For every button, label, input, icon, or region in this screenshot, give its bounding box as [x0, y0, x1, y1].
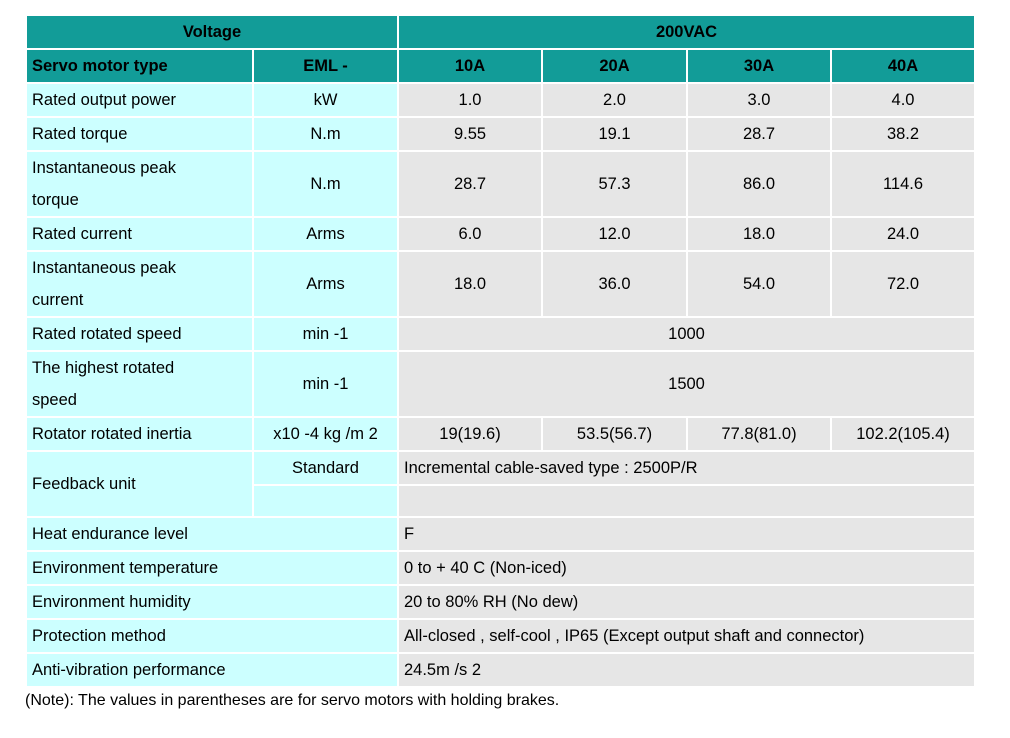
model-prefix: EML -	[253, 49, 398, 83]
row-unit: kW	[253, 83, 398, 117]
model-20a: 20A	[542, 49, 687, 83]
row-label: Environment humidity	[26, 585, 398, 619]
value-cell: 3.0	[687, 83, 831, 117]
value-cell: 0 to + 40 C (Non-iced)	[398, 551, 975, 585]
row-label-line1: Instantaneous peak	[32, 259, 177, 277]
model-40a: 40A	[831, 49, 975, 83]
servo-spec-table	[25, 14, 976, 688]
empty-value-cell	[398, 485, 975, 517]
row-unit: min -1	[253, 317, 398, 351]
value-cell: 4.0	[831, 83, 975, 117]
row-label	[26, 351, 253, 417]
row-label-line1: The highest rotated	[32, 359, 175, 377]
value-cell: 24.0	[831, 217, 975, 251]
value-cell: 24.5m /s 2	[398, 653, 975, 687]
row-label: Heat endurance level	[26, 517, 398, 551]
row-label: Rotator rotated inertia	[26, 417, 253, 451]
value-cell: 6.0	[398, 217, 542, 251]
row-unit: min -1	[253, 351, 398, 417]
value-cell: Incremental cable-saved type : 2500P/R	[398, 451, 975, 485]
row-label: Rated current	[26, 217, 253, 251]
row-label: Feedback unit	[26, 451, 253, 517]
value-cell: 1000	[398, 317, 975, 351]
row-label: Rated output power	[26, 83, 253, 117]
rated-output-power-row	[26, 83, 975, 117]
row-label: Rated rotated speed	[26, 317, 253, 351]
footnote: (Note): The values in parentheses are for servo motors with holding brakes.	[25, 692, 560, 709]
value-cell: 53.5(56.7)	[542, 417, 687, 451]
row-label-line2: current	[32, 291, 84, 309]
value-cell: 1500	[398, 351, 975, 417]
row-label-line2: torque	[32, 191, 79, 209]
value-cell: 18.0	[687, 217, 831, 251]
rated-speed-row	[26, 317, 975, 351]
env-humidity-row	[26, 585, 975, 619]
row-unit: Standard	[253, 451, 398, 485]
value-cell: 18.0	[398, 251, 542, 317]
row-unit: x10 -4 kg /m 2	[253, 417, 398, 451]
motor-type-label: Servo motor type	[26, 49, 253, 83]
row-label-line2: speed	[32, 391, 77, 409]
highest-speed-row	[26, 351, 975, 417]
voltage-label: Voltage	[26, 15, 398, 49]
row-label: Environment temperature	[26, 551, 398, 585]
voltage-value: 200VAC	[398, 15, 975, 49]
value-cell: 77.8(81.0)	[687, 417, 831, 451]
rated-current-row	[26, 217, 975, 251]
value-cell: 36.0	[542, 251, 687, 317]
empty-unit-cell	[253, 485, 398, 517]
value-cell: 19(19.6)	[398, 417, 542, 451]
model-10a: 10A	[398, 49, 542, 83]
row-label: Rated torque	[26, 117, 253, 151]
row-unit: Arms	[253, 251, 398, 317]
value-cell: 28.7	[687, 117, 831, 151]
anti-vibration-row	[26, 653, 975, 687]
row-label-line1: Instantaneous peak	[32, 159, 177, 177]
row-label	[26, 251, 253, 317]
motor-type-row	[26, 49, 975, 83]
row-label: Anti-vibration performance	[26, 653, 398, 687]
value-cell: 9.55	[398, 117, 542, 151]
voltage-row	[26, 15, 975, 49]
value-cell: 20 to 80% RH (No dew)	[398, 585, 975, 619]
model-30a: 30A	[687, 49, 831, 83]
value-cell: 19.1	[542, 117, 687, 151]
peak-current-row	[26, 251, 975, 317]
value-cell: 57.3	[542, 151, 687, 217]
value-cell: 72.0	[831, 251, 975, 317]
value-cell: 54.0	[687, 251, 831, 317]
inertia-row	[26, 417, 975, 451]
value-cell: 28.7	[398, 151, 542, 217]
value-cell: F	[398, 517, 975, 551]
value-cell: 12.0	[542, 217, 687, 251]
feedback-row	[26, 451, 975, 485]
value-cell: 2.0	[542, 83, 687, 117]
row-label	[26, 151, 253, 217]
value-cell: 86.0	[687, 151, 831, 217]
peak-torque-row	[26, 151, 975, 217]
value-cell: All-closed , self-cool , IP65 (Except output shaft and connector)	[398, 619, 975, 653]
value-cell: 38.2	[831, 117, 975, 151]
rated-torque-row	[26, 117, 975, 151]
row-unit: Arms	[253, 217, 398, 251]
row-label: Protection method	[26, 619, 398, 653]
value-cell: 114.6	[831, 151, 975, 217]
value-cell: 1.0	[398, 83, 542, 117]
row-unit: N.m	[253, 117, 398, 151]
env-temperature-row	[26, 551, 975, 585]
value-cell: 102.2(105.4)	[831, 417, 975, 451]
heat-endurance-row	[26, 517, 975, 551]
protection-row	[26, 619, 975, 653]
row-unit: N.m	[253, 151, 398, 217]
